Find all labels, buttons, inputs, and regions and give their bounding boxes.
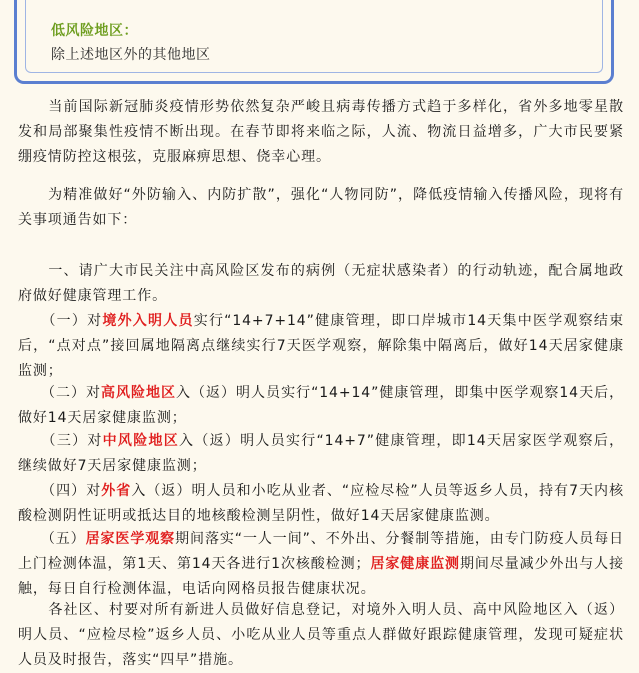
highlight-medium-risk: 中风险地区 [102,433,180,449]
paragraph-purpose: 为精准做好“外防输入、内防扩散”，强化“人物同防”，降低疫情输入传播风险，现将有关事项通告如下： [18,187,624,228]
highlight-home-monitoring: 居家健康监测 [370,556,460,572]
highlight-other-province: 外省 [101,483,132,499]
paragraph-other-province: （四）对外省入（返）明人员和小吃从业者、“应检尽检”人员等返乡人员，持有7天内核酸检测阴性证明或抵达目的地核酸检测呈阴性，做好14天居家健康监测。 [18,483,624,524]
paragraph-overseas: （一）对境外入明人员实行“14+7+14”健康管理，即口岸城市14天集中医学观察结束后，“点对点”接回属地隔离点继续实行7天医学观察，解除集中隔离后，做好14天居家健康监测； [18,313,624,379]
low-risk-box [14,0,614,84]
low-risk-title: 低风险地区： [51,23,138,39]
highlight-overseas: 境外入明人员 [102,313,194,329]
paragraph-situation: 当前国际新冠肺炎疫情形势依然复杂严峻且病毒传播方式趋于多样化，省外多地零星散发和局部聚集性疫情不断出现。在春节即将来临之际，人流、物流日益增多，广大市民要紧绷疫情防控这根弦，克服麻痹思想、侥幸心理。 [18,99,624,165]
paragraph-item-one: 一、请广大市民关注中高风险区发布的病例（无症状感染者）的行动轨迹，配合属地政府做好健康管理工作。 [18,263,624,304]
highlight-home-observation: 居家医学观察 [85,531,176,547]
paragraph-high-risk: （二）对高风险地区入（返）明人员实行“14+14”健康管理，即集中医学观察14天后，做好14天居家健康监测； [18,385,624,426]
paragraph-community: 各社区、村要对所有新进人员做好信息登记，对境外入明人员、高中风险地区入（返）明人员、“应检尽检”返乡人员、小吃从业人员等重点人群做好跟踪健康管理，发现可疑症状人员及时报告，落实“四早”措施。 [18,602,624,668]
low-risk-text: 除上述地区外的其他地区 [51,47,211,63]
highlight-high-risk: 高风险地区 [101,385,177,401]
paragraph-medium-risk: （三）对中风险地区入（返）明人员实行“14+7”健康管理，即14天居家医学观察后，继续做好7天居家健康监测； [18,433,625,474]
paragraph-home-observation: （五）居家医学观察期间落实“一人一间”、不外出、分餐制等措施，由专门防疫人员每日上门检测体温，第1天、第14天各进行1次核酸检测；居家健康监测期间尽量减少外出与人接触，每日自行检测体温，电话向网格员报告健康状况。 [18,531,625,597]
